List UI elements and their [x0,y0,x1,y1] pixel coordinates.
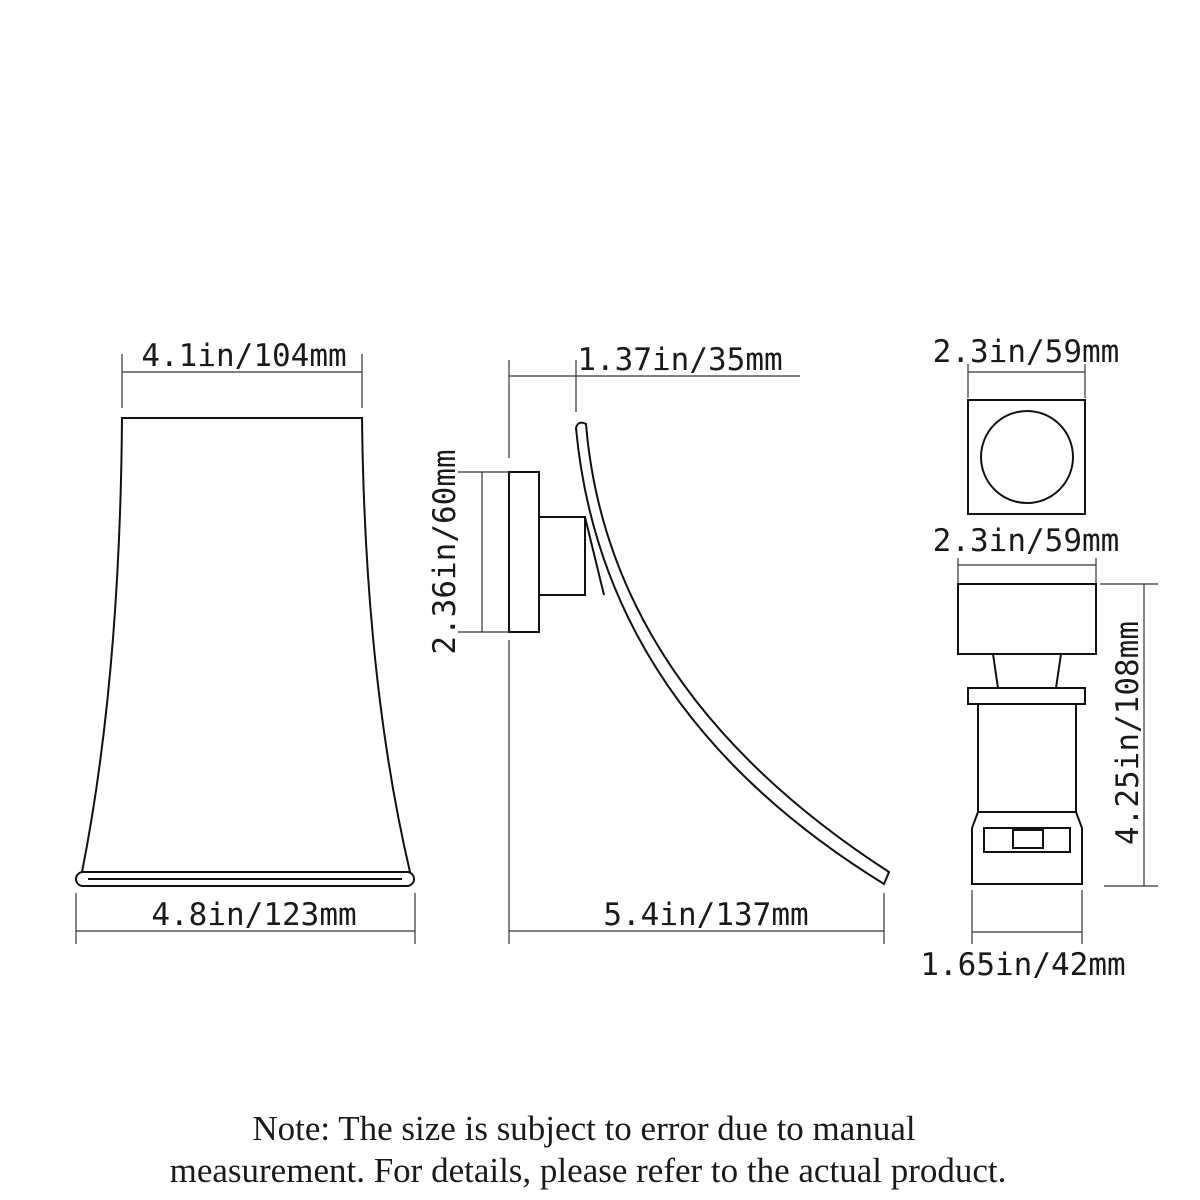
side-length-label: 5.4in/137mm [603,897,809,933]
side-neck [539,517,585,595]
valve-body [978,704,1076,812]
side-spout-blade [576,423,889,884]
valve-top-square [968,400,1085,514]
valve-flange [968,688,1085,704]
front-bottom-width-label: 4.8in/123mm [151,897,357,933]
note-line-1: Note: The size is subject to error due to manual [252,1109,916,1148]
side-wall-plate [509,472,539,632]
side-plate-height-label: 2.36in/60mm [427,449,463,655]
valve-top-circle [981,411,1073,503]
valve-body-width-label: 2.3in/59mm [932,523,1120,559]
note [170,1109,1007,1190]
valve-stem [993,654,1061,688]
front-view [76,338,415,944]
front-top-width-label: 4.1in/104mm [141,338,347,374]
front-spout-body [82,418,410,872]
valve-height-label: 4.25in/108mm [1110,621,1146,845]
valve-cap-width-label: 2.3in/59mm [932,334,1120,370]
valve-base-width-label: 1.65in/42mm [920,947,1126,983]
valve-view [920,334,1158,983]
valve-handle-cap [958,584,1096,654]
side-view [427,342,889,944]
side-depth-label: 1.37in/35mm [577,342,783,378]
note-line-2: measurement. For details, please refer to the actual product. [169,1151,1007,1190]
